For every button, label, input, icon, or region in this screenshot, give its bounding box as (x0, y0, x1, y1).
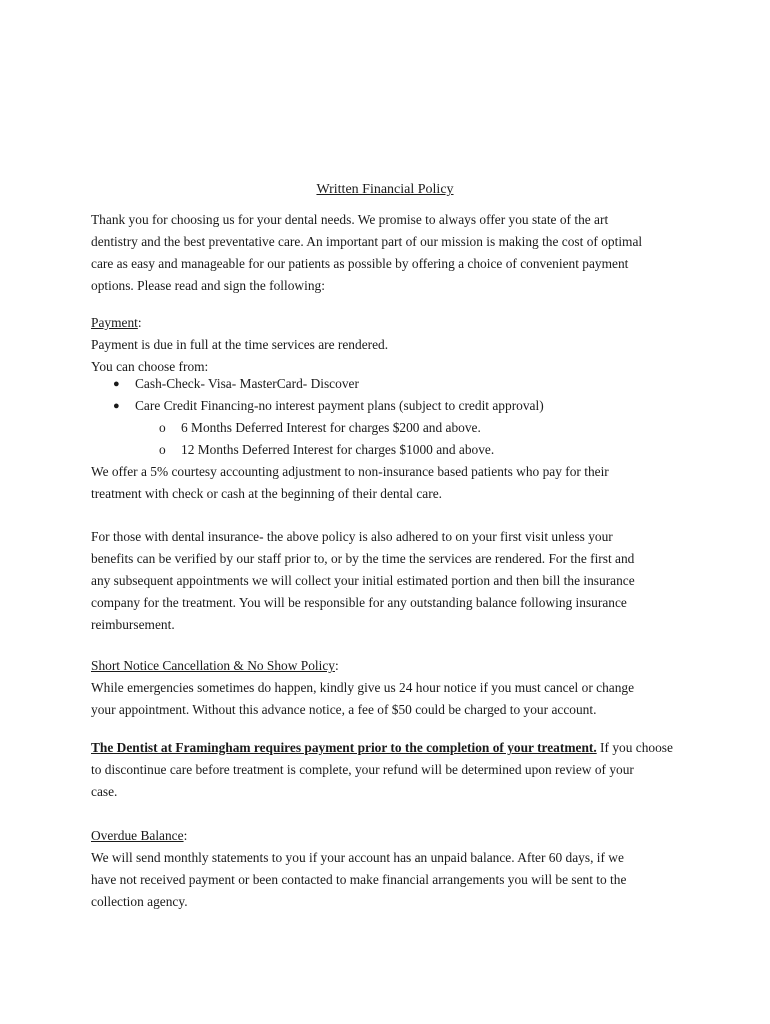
cancellation-line: While emergencies sometimes do happen, kindly give us 24 hour notice if you must cancel or change (91, 680, 635, 695)
intro-line: care as easy and manageable for our patients as possible by offering a choice of convenient payment (91, 256, 629, 271)
courtesy-line: We offer a 5% courtesy accounting adjustment to non-insurance based patients who pay for their (91, 464, 609, 479)
payment-heading-colon: : (137, 315, 142, 330)
insurance-line: For those with dental insurance- the above policy is also adhered to on your first visit unless your (91, 529, 613, 544)
insurance-line: any subsequent appointments we will collect your initial estimated portion and then bill the insurance (91, 573, 635, 588)
prepayment-bold-statement: The Dentist at Framingham requires payment prior to the completion of your treatment. (91, 740, 597, 755)
insurance-line: benefits can be verified by our staff prior to, or by the time the services are rendered. For the first and (91, 551, 635, 566)
intro-paragraph (91, 209, 686, 297)
sub-bullet-text: 12 Months Deferred Interest for charges $1000 and above. (181, 442, 495, 457)
payment-section (91, 312, 686, 378)
prepayment-line: to discontinue care before treatment is complete, your refund will be determined upon review of your (91, 762, 634, 777)
document-title: Written Financial Policy (316, 182, 454, 197)
intro-line: dentistry and the best preventative care. An important part of our mission is making the cost of optimal (91, 234, 643, 249)
bullet-text: Cash-Check- Visa- MasterCard- Discover (135, 376, 359, 391)
overdue-line: We will send monthly statements to you if your account has an unpaid balance. After 60 days, if we (91, 850, 624, 865)
overdue-heading: Overdue Balance (91, 828, 184, 843)
courtesy-line: treatment with check or cash at the beginning of their dental care. (91, 486, 442, 501)
sub-bullet-text: 6 Months Deferred Interest for charges $200 and above. (181, 420, 481, 435)
cancellation-section (91, 655, 686, 721)
bullet-circle-icon: o (159, 442, 166, 457)
insurance-line: company for the treatment. You will be responsible for any outstanding balance following insurance (91, 595, 627, 610)
insurance-line: reimbursement. (91, 617, 175, 632)
overdue-section (91, 825, 686, 913)
overdue-heading-line (91, 825, 686, 847)
overdue-line: have not received payment or been contacted to make financial arrangements you will be sent to the (91, 872, 627, 887)
payment-heading-line (91, 312, 686, 334)
bullet-dot-icon: ● (113, 378, 120, 390)
insurance-paragraph (91, 526, 686, 636)
intro-line: Thank you for choosing us for your dental needs. We promise to always offer you state of the art (91, 212, 609, 227)
courtesy-paragraph (91, 461, 686, 505)
overdue-line: collection agency. (91, 894, 188, 909)
payment-heading: Payment (91, 315, 138, 330)
prepayment-section (91, 737, 686, 803)
payment-line: Payment is due in full at the time services are rendered. (91, 337, 389, 352)
bullet-text: Care Credit Financing-no interest payment plans (subject to credit approval) (135, 398, 544, 413)
cancellation-heading: Short Notice Cancellation & No Show Policy (91, 658, 335, 673)
bullet-circle-icon: o (159, 420, 166, 435)
overdue-heading-colon: : (183, 828, 188, 843)
prepayment-line: case. (91, 784, 118, 799)
cancellation-heading-line (91, 655, 686, 677)
cancellation-line: your appointment. Without this advance notice, a fee of $50 could be charged to your account. (91, 702, 597, 717)
bullet-dot-icon: ● (113, 400, 120, 412)
intro-line: options. Please read and sign the following: (91, 278, 325, 293)
prepayment-first-line-rest: If you choose (596, 740, 673, 755)
payment-line: You can choose from: (91, 359, 209, 374)
cancellation-heading-colon: : (334, 658, 339, 673)
prepayment-first-line (91, 737, 686, 759)
